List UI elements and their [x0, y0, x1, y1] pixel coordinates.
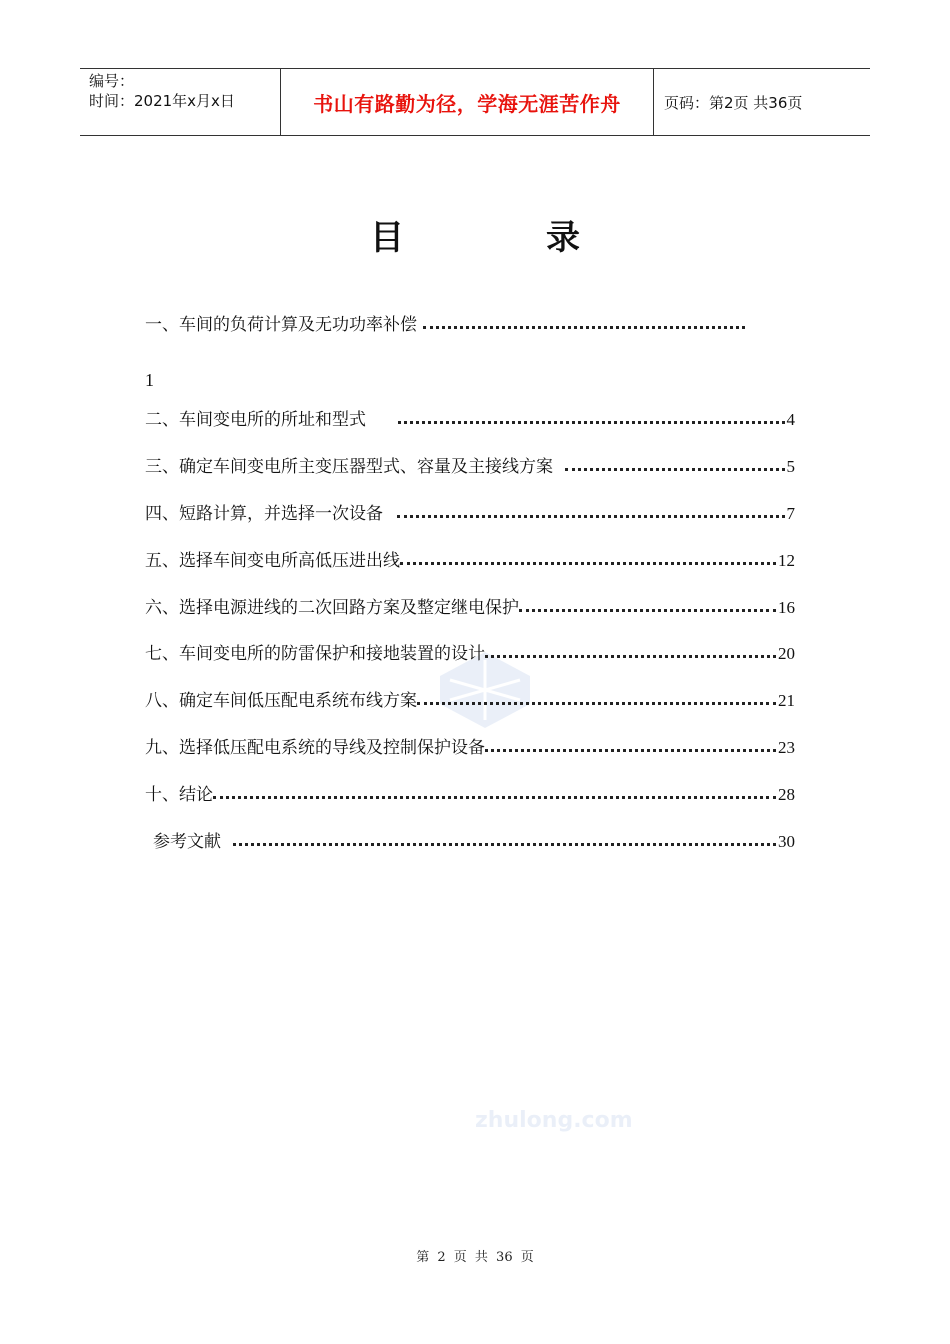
- toc-entry-label: 五、选择车间变电所高低压进出线: [145, 551, 400, 571]
- toc-entry-5[interactable]: [145, 545, 795, 571]
- toc-entry-6[interactable]: [145, 592, 795, 618]
- toc-leader-dots: [397, 515, 785, 518]
- toc-entry-7[interactable]: [145, 638, 795, 664]
- toc-entry-page: 21: [778, 691, 795, 710]
- header-motto: 书山有路勤为径，学海无涯苦作舟: [281, 69, 654, 135]
- toc-entry-label: 一、车间的负荷计算及无功功率补偿: [145, 315, 417, 335]
- toc-entry-page: 12: [778, 551, 795, 570]
- toc-entry-9[interactable]: [145, 732, 795, 758]
- page-footer: 第 2 页 共 36 页: [416, 1250, 534, 1265]
- toc-entry-4[interactable]: [145, 498, 795, 524]
- toc-leader-dots: [398, 421, 785, 424]
- toc-entry-label: 三、确定车间变电所主变压器型式、容量及主接线方案: [145, 457, 553, 477]
- toc-entry-label: 六、选择电源进线的二次回路方案及整定继电保护: [145, 598, 519, 618]
- toc-entry-page: 16: [778, 598, 795, 617]
- toc-leader-dots: [485, 749, 776, 752]
- toc-entry-11[interactable]: [153, 826, 795, 852]
- toc-leader-dots: [519, 609, 776, 612]
- toc-entry-label: 四、短路计算，并选择一次设备: [145, 504, 383, 524]
- toc-leader-dots: [485, 655, 776, 658]
- toc-entry-page: 23: [778, 738, 795, 757]
- toc-entry-label: 七、车间变电所的防雷保护和接地装置的设计: [145, 644, 485, 664]
- toc-entry-page: 5: [786, 457, 795, 476]
- document-header: [80, 68, 870, 136]
- toc-entry-page: 7: [786, 504, 795, 523]
- toc-entry-10[interactable]: [145, 779, 795, 805]
- toc-entry-label: 八、确定车间低压配电系统布线方案: [145, 691, 417, 711]
- toc-entry-label: 二、车间变电所的所址和型式: [145, 410, 366, 430]
- header-page-info: 页码：第2页 共36页: [664, 93, 803, 112]
- toc-entry-8[interactable]: [145, 685, 795, 711]
- toc-entry-3[interactable]: [145, 451, 795, 477]
- header-meta-cell: [80, 69, 281, 135]
- toc-entry-1[interactable]: [145, 309, 795, 335]
- toc-entry-1-page: 1: [145, 370, 154, 390]
- toc-entry-page: 4: [786, 410, 795, 429]
- toc-leader-dots: [423, 326, 745, 329]
- header-date-label: 时间：2021年x月x日: [89, 92, 235, 110]
- toc-entry-label: 九、选择低压配电系统的导线及控制保护设备: [145, 738, 485, 758]
- toc-entry-page: 28: [778, 785, 795, 804]
- toc-title: 目 录: [369, 218, 581, 258]
- toc-entry-2[interactable]: [145, 404, 795, 430]
- toc-leader-dots: [565, 468, 785, 471]
- toc-leader-dots: [213, 796, 776, 799]
- watermark-text: zhulong.com: [475, 1108, 633, 1133]
- toc-leader-dots: [400, 562, 776, 565]
- toc-entry-label: 参考文献: [153, 832, 221, 852]
- toc-entry-page: 30: [778, 832, 795, 851]
- toc-leader-dots: [233, 843, 776, 846]
- toc-leader-dots: [417, 702, 776, 705]
- header-code-label: 编号：: [89, 72, 135, 90]
- toc-entry-page: 20: [778, 644, 795, 663]
- toc-entry-label: 十、结论: [145, 785, 213, 805]
